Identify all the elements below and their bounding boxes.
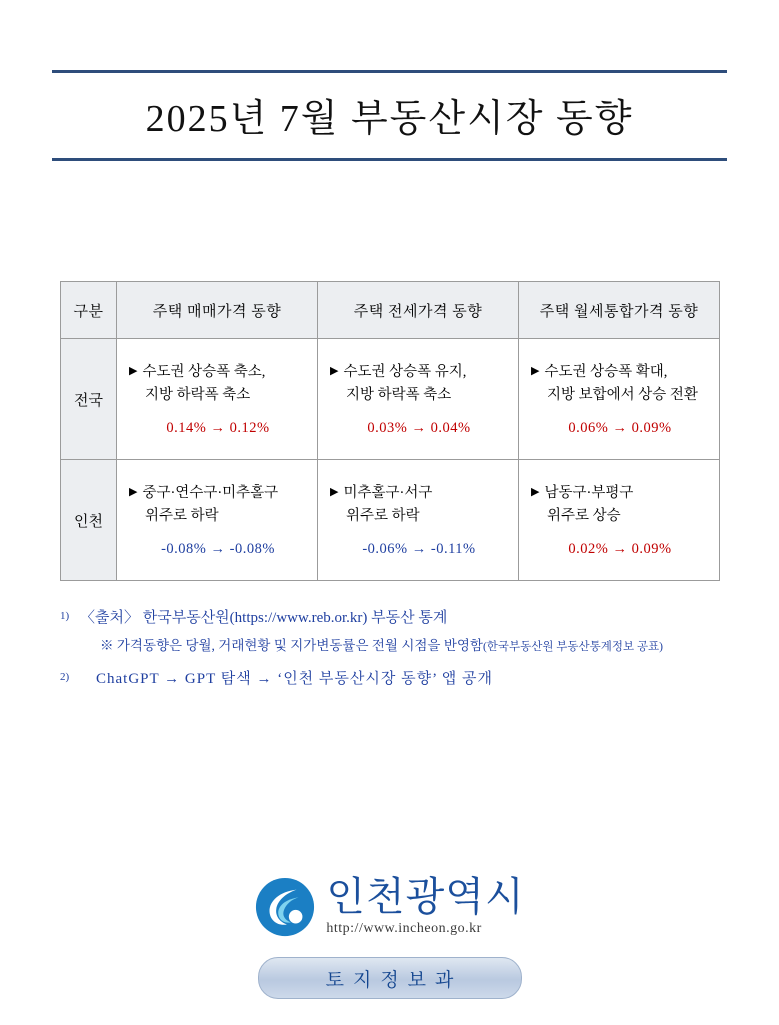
arrow-glyph: → [210, 540, 226, 557]
value-from: 0.14% [166, 419, 207, 436]
table-row [61, 339, 720, 460]
triangle-bullet-icon: ▶ [129, 365, 138, 378]
cell-nationwide-monthly [519, 339, 720, 460]
column-header-gubun: 구분 [61, 282, 117, 339]
arrow-glyph: → [411, 540, 427, 557]
value-to: 0.09% [631, 540, 672, 557]
footnote-sub-marker: ※ [100, 637, 114, 653]
footnote-1-subnote [100, 634, 719, 654]
cell-change [330, 420, 508, 437]
value-from: 0.02% [568, 540, 609, 557]
cell-line-1: ▶ 중구·연수구·미추홀구 [129, 485, 279, 502]
value-to: 0.04% [430, 419, 471, 436]
cell-line-1: ▶ 수도권 상승폭 확대, [531, 364, 668, 381]
cell-line-2: 지방 하락폭 축소 [145, 386, 251, 403]
column-header-monthly-rent-price: 주택 월세통합가격 동향 [519, 282, 720, 339]
footnotes [60, 607, 719, 690]
incheon-emblem-icon [254, 876, 316, 938]
cell-line-2: 위주로 하락 [346, 507, 420, 524]
footnote-1 [60, 607, 719, 630]
cell-nationwide-jeonse [318, 339, 519, 460]
cell-incheon-jeonse [318, 460, 519, 581]
cell-line-2: 지방 보합에서 상승 전환 [547, 386, 698, 403]
triangle-bullet-icon: ▶ [531, 365, 540, 378]
organization-name: 인천광역시 [326, 874, 525, 919]
value-to: 0.12% [229, 419, 270, 436]
footnote-2-marker: 2) [60, 670, 70, 683]
organization-url: http://www.incheon.go.kr [326, 921, 482, 936]
page-title: 2025년 7월 부동산시장 동향 [145, 98, 634, 140]
cell-change [129, 541, 307, 558]
column-header-jeonse-price: 주택 전세가격 동향 [318, 282, 519, 339]
value-to: -0.11% [430, 540, 476, 557]
footer-logo-area [0, 876, 779, 999]
logo-text-block [326, 874, 525, 937]
triangle-bullet-icon: ▶ [330, 365, 339, 378]
footnote-sub-text: 가격동향은 당월, 거래현황 및 지가변동률은 전월 시점을 반영함 [116, 637, 483, 653]
cell-incheon-monthly [519, 460, 720, 581]
table-header [61, 282, 720, 339]
cell-change [531, 420, 709, 437]
cell-line-1: ▶ 미추홀구·서구 [330, 485, 433, 502]
table-body [61, 339, 720, 581]
cell-line-1: ▶ 남동구·부평구 [531, 485, 634, 502]
trend-table-container [60, 281, 719, 581]
cell-line-2: 위주로 하락 [145, 507, 219, 524]
triangle-bullet-icon: ▶ [129, 486, 138, 499]
footnote-2 [60, 668, 719, 691]
footnote-1-text: 〈출처〉 한국부동산원(https://www.reb.or.kr) 부동산 통계 [80, 610, 448, 626]
triangle-bullet-icon: ▶ [330, 486, 339, 499]
incheon-logo [254, 876, 524, 938]
value-from: -0.08% [161, 540, 207, 557]
footnote-2-text: ChatGPT → GPT 탐색 → ‘인천 부동산시장 동향’ 앱 공개 [96, 670, 493, 687]
value-to: -0.08% [229, 540, 275, 557]
value-to: 0.09% [631, 419, 672, 436]
department-badge [258, 957, 522, 999]
arrow-glyph: → [612, 419, 628, 436]
department-name: 토지정보과 [325, 969, 463, 991]
table-header-row [61, 282, 720, 339]
value-from: 0.06% [568, 419, 609, 436]
cell-nationwide-sale [117, 339, 318, 460]
cell-line-2: 위주로 상승 [547, 507, 621, 524]
cell-line-1: ▶ 수도권 상승폭 유지, [330, 364, 467, 381]
arrow-glyph: → [411, 419, 427, 436]
row-header-nationwide: 전국 [61, 339, 117, 460]
document-title-block [52, 70, 727, 161]
footnote-sub-source: (한국부동산원 부동산통계정보 공표) [482, 640, 663, 653]
cell-incheon-sale [117, 460, 318, 581]
cell-line-2: 지방 하락폭 축소 [346, 386, 452, 403]
cell-change [531, 541, 709, 558]
arrow-glyph: → [210, 419, 226, 436]
footnote-spacer [60, 654, 719, 668]
cell-change [330, 541, 508, 558]
value-from: 0.03% [367, 419, 408, 436]
cell-line-1: ▶ 수도권 상승폭 축소, [129, 364, 266, 381]
housing-trend-table [60, 281, 720, 581]
footnote-1-marker: 1) [60, 610, 70, 622]
value-from: -0.06% [362, 540, 408, 557]
column-header-sale-price: 주택 매매가격 동향 [117, 282, 318, 339]
arrow-glyph: → [612, 540, 628, 557]
cell-change [129, 420, 307, 437]
triangle-bullet-icon: ▶ [531, 486, 540, 499]
row-header-incheon: 인천 [61, 460, 117, 581]
table-row [61, 460, 720, 581]
